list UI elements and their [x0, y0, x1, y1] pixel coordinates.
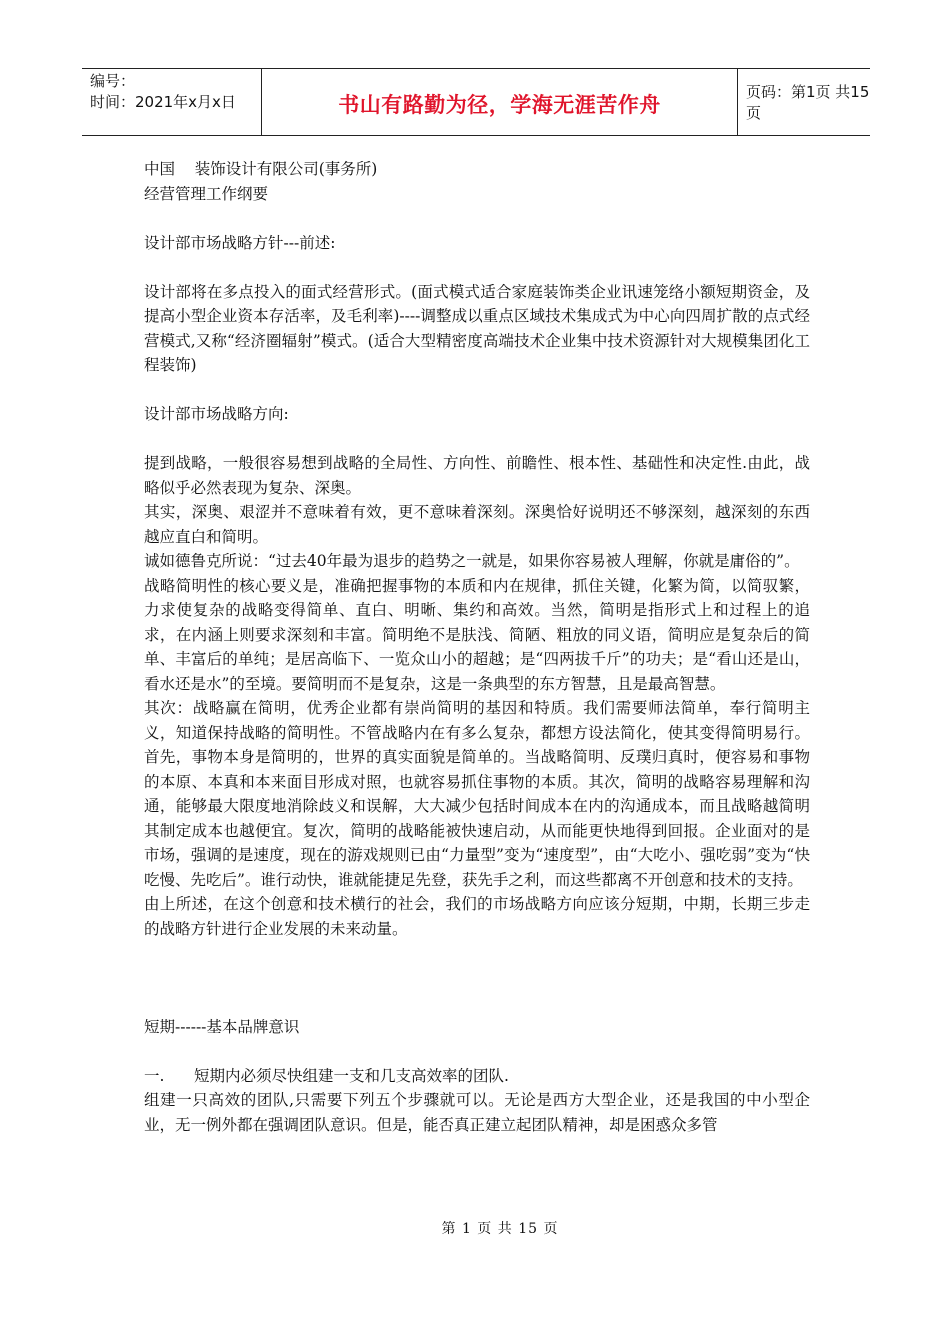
- paragraph: 诚如德鲁克所说：“过去40年最为退步的趋势之一就是，如果你容易被人理解，你就是庸俗的”。: [144, 552, 800, 570]
- header-page-cell: [738, 69, 870, 135]
- motto-text: 书山有路勤为径，学海无涯苦作舟: [338, 93, 661, 117]
- number-label: 编号：: [90, 72, 136, 90]
- paragraph: 其实，深奥、艰涩并不意味着有效，更不意味着深刻。深奥恰好说明还不够深刻，越深刻的东西越应直白和简明。: [144, 503, 810, 546]
- document-title: 经营管理工作纲要: [144, 184, 269, 203]
- paragraph: 组建一只高效的团队,只需要下列五个步骤就可以。无论是西方大型企业，还是我国的中小型企业，无一例外都在强调团队意识。但是，能否真正建立起团队精神，却是困惑众多管: [144, 1091, 810, 1134]
- page-info: 页码：第1页 共15页: [746, 83, 870, 122]
- section-heading: 设计部市场战略方针---前述:: [144, 233, 336, 252]
- document-header: [82, 68, 870, 136]
- section-heading: 设计部市场战略方向:: [144, 405, 289, 423]
- paragraph: 战略简明性的核心要义是，准确把握事物的本质和内在规律，抓住关键，化繁为简，以简驭繁，力求使复杂的战略变得简单、直白、明晰、集约和高效。当然，简明是指形式上和过程上的追求，在内涵上则要求深刻和丰富。简明绝不是肤浅、简陋、粗放的同义语，简明应是复杂后的简单、丰富后的单纯；是居高临下、一览众山小的超越；是“四两拔千斤”的功夫；是“看山还是山，看水还是水”的至境。要简明而不是复杂，这是一条典型的东方智慧，且是最高智慧。: [144, 576, 810, 693]
- section-heading: 短期------基本品牌意识: [144, 1017, 300, 1036]
- paragraph: 提到战略，一般很容易想到战略的全局性、方向性、前瞻性、根本性、基础性和决定性.由此，战略似乎必然表现为复杂、深奥。: [144, 454, 810, 497]
- list-item: 一. 短期内必须尽快组建一支和几支高效率的团队.: [144, 1066, 509, 1085]
- paragraph: 其次：战略赢在简明，优秀企业都有崇尚简明的基因和特质。我们需要师法简单，奉行简明主义，知道保持战略的简明性。不管战略内在有多么复杂，都想方设法简化，使其变得简明易行。首先，事物本身是简明的，世界的真实面貌是简单的。当战略简明、反璞归真时，便容易和事物的本原、本真和本来面目形成对照，也就容易抓住事物的本质。其次，简明的战略容易理解和沟通，能够最大限度地消除歧义和误解，大大减少包括时间成本在内的沟通成本，而且战略越简明其制定成本也越便宜。复次，简明的战略能被快速启动，从而能更快地得到回报。企业面对的是市场，强调的是速度，现在的游戏规则已由“力量型”变为“速度型”，由“大吃小、强吃弱”变为“快吃慢、先吃后”。谁行动快，谁就能捷足先登，获先手之利，而这些都离不开创意和技术的支持。: [144, 699, 810, 889]
- page-footer: [0, 1218, 950, 1238]
- document-body: [144, 157, 810, 1137]
- paragraph: 设计部将在多点投入的面式经营形式。(面式模式适合家庭装饰类企业讯速笼络小额短期资金，及提高小型企业资本存活率，及毛利率)----调整成以重点区域技术集成式为中心向四周扩散的点式经营模式,又称“经济圈辐射”模式。(适合大型精密度高端技术企业集中技术资源针对大规模集团化工程装饰): [144, 282, 810, 374]
- header-meta: [82, 69, 262, 135]
- time-label: 时间：2021年x月x日: [90, 93, 236, 111]
- header-motto-cell: [262, 69, 738, 135]
- paragraph: 由上所述，在这个创意和技术横行的社会，我们的市场战略方向应该分短期，中期，长期三步走的战略方针进行企业发展的未来动量。: [144, 895, 810, 938]
- footer-page-number: 第 1 页 共 15 页: [441, 1221, 559, 1237]
- company-line: 中国 装饰设计有限公司(事务所): [144, 160, 378, 178]
